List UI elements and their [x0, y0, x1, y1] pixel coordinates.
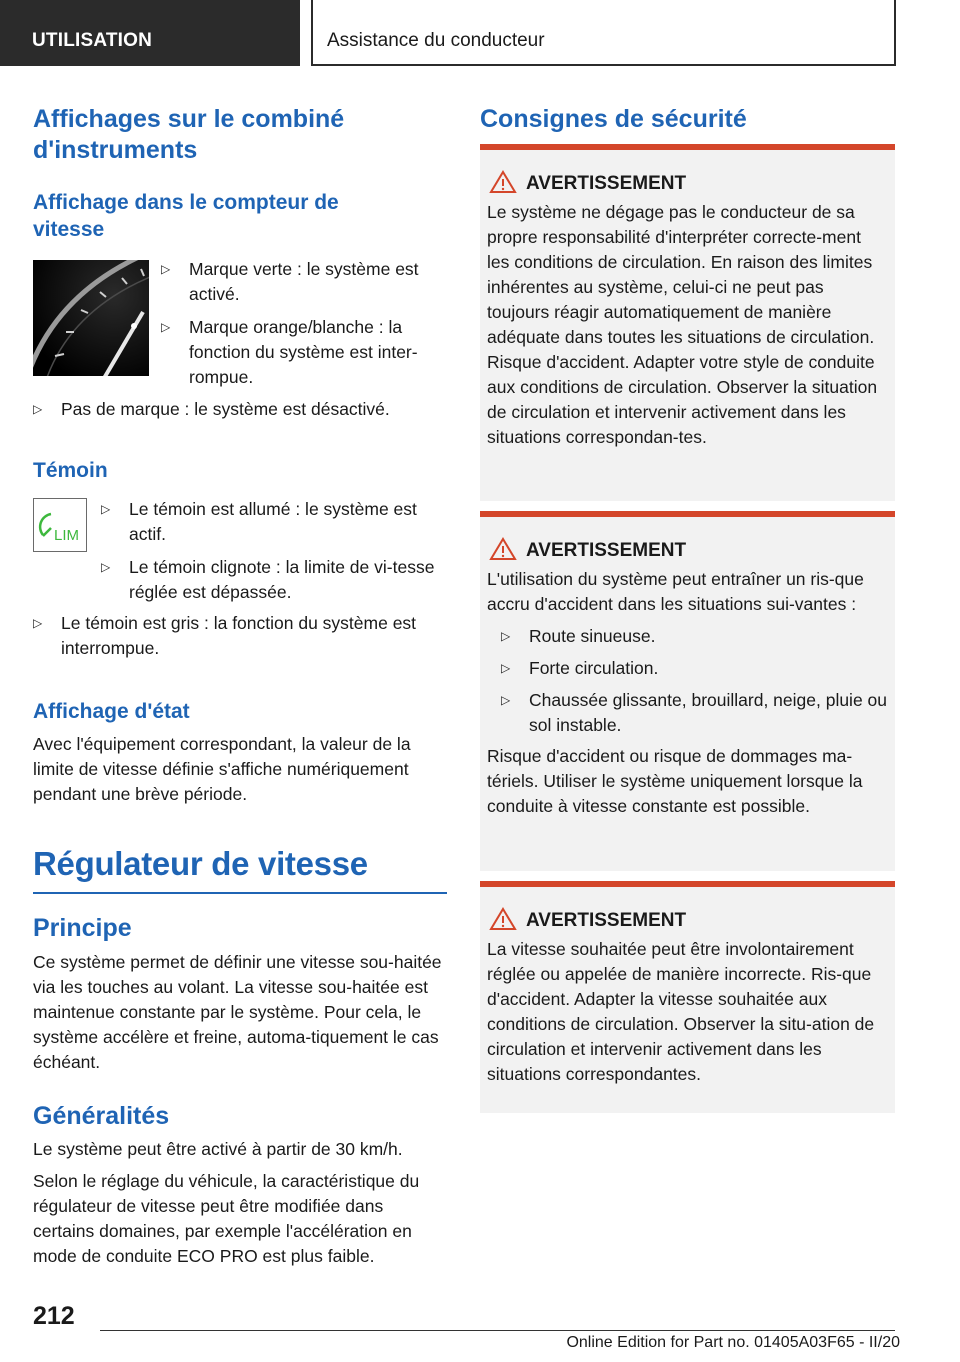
triangle-right-outline-icon: ▷ — [101, 560, 111, 574]
list-item: ▷ Le témoin clignote : la limite de vi-tesse réglée est dépassée. — [101, 557, 435, 602]
triangle-right-outline-icon: ▷ — [33, 402, 43, 416]
heading-affichages: Affichages sur le combiné d'instruments — [33, 105, 345, 164]
svg-text:LIM: LIM — [54, 527, 80, 544]
list-item: ▷ Le témoin est allumé : le système est actif. — [101, 499, 417, 544]
triangle-right-outline-icon: ▷ — [33, 616, 43, 630]
warning-triangle-icon — [489, 907, 517, 931]
triangle-right-outline-icon: ▷ — [501, 661, 511, 675]
heading-regulateur: Régulateur de vitesse — [33, 845, 368, 882]
triangle-right-outline-icon: ▷ — [161, 262, 171, 276]
generalites-paragraph-1: Le système peut être activé à partir de 30 km/h. — [33, 1139, 403, 1159]
warning-title: AVERTISSEMENT — [526, 173, 687, 194]
list-item: ▷ Forte circulation. — [487, 656, 887, 681]
edition-label: Online Edition for Part no. 01405A03F65 - II/20 — [566, 1334, 900, 1351]
page-number: 212 — [33, 1302, 75, 1330]
triangle-right-outline-icon: ▷ — [101, 502, 111, 516]
footer-rule — [100, 1330, 895, 1331]
warning-text: Le système ne dégage pas le conducteur de sa propre responsabilité d'interpréter correcte-ment les conditions de circulation. En raison des limites inhérentes au système, celui-ci ne peut pas toujours réagir automatiquement de manière adéquate dans toutes les situations de circulation. Risque d'accident. Adapter votre style de conduite aux conditions de circulation. Observer la situation de circulation et intervenir activement dans les situations correspondan-tes. — [487, 202, 878, 447]
warning-outro: Risque d'accident ou risque de dommages ma-tériels. Utiliser le système uniquement lorsque la conduite à vitesse constante est possible. — [487, 746, 863, 816]
triangle-right-outline-icon: ▷ — [501, 693, 511, 707]
warning-title: AVERTISSEMENT — [526, 910, 687, 931]
triangle-right-outline-icon: ▷ — [161, 320, 171, 334]
speedometer-image — [33, 260, 149, 376]
heading-temoin: Témoin — [33, 459, 108, 482]
generalites-paragraph-2: Selon le réglage du véhicule, la caractéristique du régulateur de vitesse peut être modifiée dans certains domaines, par exemple l'accélération en mode de conduite ECO PRO est plus faible. — [33, 1171, 420, 1266]
etat-paragraph: Avec l'équipement correspondant, la valeur de la limite de vitesse définie s'affiche numériquement pendant une brève période. — [33, 734, 411, 804]
list-item: ▷ Chaussée glissante, brouillard, neige, pluie ou sol instable. — [501, 690, 888, 735]
warning-box-3 — [480, 881, 895, 1113]
heading-generalites: Généralités — [33, 1102, 170, 1130]
list-item: ▷ Marque verte : le système est activé. — [161, 259, 419, 304]
list-item: ▷ Marque orange/blanche : la fonction du système est inter-rompue. — [161, 317, 418, 387]
section-tab: UTILISATION — [0, 0, 300, 66]
warning-title: AVERTISSEMENT — [526, 540, 687, 561]
list-item: ▷ Le témoin est gris : la fonction du système est interrompue. — [33, 613, 417, 658]
warning-triangle-icon — [489, 170, 517, 194]
chapter-title: Assistance du conducteur — [311, 0, 896, 66]
cruise-limit-indicator-icon — [33, 498, 87, 552]
warning-text: La vitesse souhaitée peut être involontairement réglée ou appelée de manière incorrecte. Ris-que d'accident. Adapter la vitesse souhaitée aux conditions de circulation. Observer la situ-ation de circulation et intervenir activement dans les situations correspondantes. — [487, 939, 875, 1084]
heading-rule — [33, 892, 447, 894]
heading-consignes: Consignes de sécurité — [480, 105, 747, 133]
list-item: ▷ Route sinueuse. — [487, 624, 887, 649]
warning-box-2 — [480, 511, 895, 871]
principe-paragraph: Ce système permet de définir une vitesse sou-haitée via les touches au volant. La vitesse sou-haitée est maintenue constante par le système. Pour cela, le système accélère et freine, automa-tiquement le cas échéant. — [33, 952, 442, 1072]
triangle-right-outline-icon: ▷ — [501, 629, 511, 643]
list-item: ▷ Pas de marque : le système est désactivé. — [33, 397, 447, 422]
warning-intro: L'utilisation du système peut entraîner un ris-que accru d'accident dans les situations sui-vantes : — [487, 569, 864, 614]
heading-compteur: Affichage dans le compteur de vitesse — [33, 191, 339, 241]
warning-box-1 — [480, 144, 895, 501]
heading-principe: Principe — [33, 914, 132, 942]
heading-etat: Affichage d'état — [33, 700, 190, 723]
warning-triangle-icon — [489, 537, 517, 561]
